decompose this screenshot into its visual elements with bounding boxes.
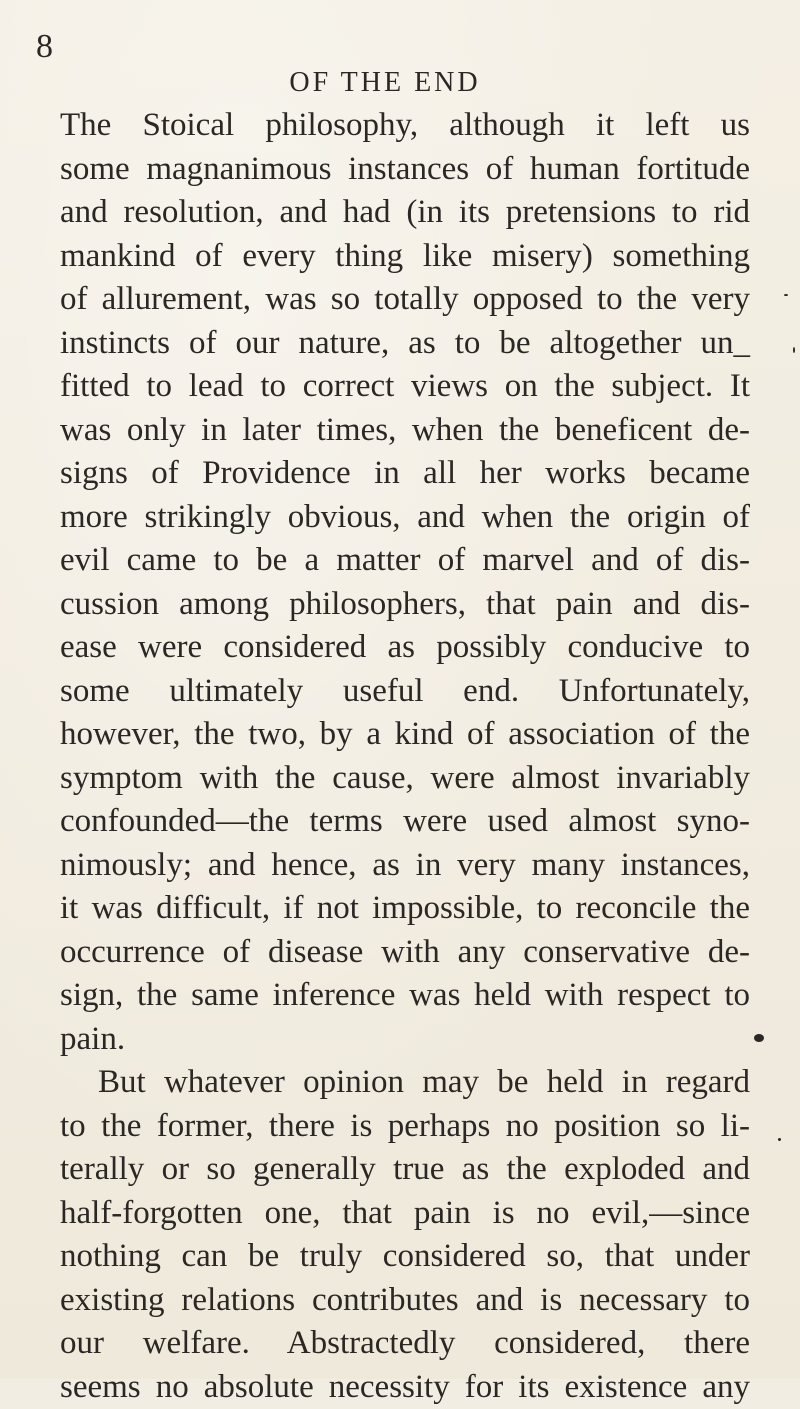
text-line: mankind of every thing like misery) something [60,235,750,279]
text-line: it was difficult, if not impossible, to reconcile the [60,887,750,931]
text-line: fitted to lead to correct views on the subject. It [60,365,750,409]
text-line: nothing can be truly considered so, that under [60,1235,750,1279]
paragraph-start-line: But whatever opinion may be held in regard [60,1061,750,1105]
text-line: our welfare. Abstractedly considered, there [60,1322,750,1366]
body-text [60,104,750,1409]
text-line: The Stoical philosophy, although it left us [60,104,750,148]
text-line: was only in later times, when the beneficent de- [60,409,750,453]
text-line: sign, the same inference was held with respect to [60,974,750,1018]
text-line: existing relations contributes and is necessary to [60,1279,750,1323]
text-line: some magnanimous instances of human fortitude [60,148,750,192]
text-line: however, the two, by a kind of association of the [60,713,750,757]
text-line: some ultimately useful end. Unfortunately, [60,670,750,714]
running-head [0,67,800,99]
ink-speck [784,294,788,296]
text-line: seems no absolute necessity for its existence any [60,1366,750,1409]
ink-speck [754,1034,764,1042]
text-line: confounded—the terms were used almost syno- [60,800,750,844]
text-line: signs of Providence in all her works became [60,452,750,496]
text-line: terally or so generally true as the exploded and [60,1148,750,1192]
text-line: to the former, there is perhaps no position so li- [60,1105,750,1149]
page-number: 8 [36,30,53,64]
ink-speck [778,1138,781,1141]
text-line: instincts of our nature, as to be altogether un_ [60,322,750,366]
text-line: symptom with the cause, were almost invariably [60,757,750,801]
running-head-text: OF THE END [289,67,480,98]
text-line: evil came to be a matter of marvel and of dis- [60,539,750,583]
text-line: cussion among philosophers, that pain and dis- [60,583,750,627]
text-line: and resolution, and had (in its pretensions to rid [60,191,750,235]
text-line: of allurement, was so totally opposed to the very [60,278,750,322]
text-line: ease were considered as possibly conducive to [60,626,750,670]
text-line: nimously; and hence, as in very many instances, [60,844,750,888]
ink-speck [793,347,795,353]
text-line: half-forgotten one, that pain is no evil,—since [60,1192,750,1236]
paragraph-end-line: pain. [60,1018,750,1062]
text-line: more strikingly obvious, and when the origin of [60,496,750,540]
text-line: occurrence of disease with any conservative de- [60,931,750,975]
